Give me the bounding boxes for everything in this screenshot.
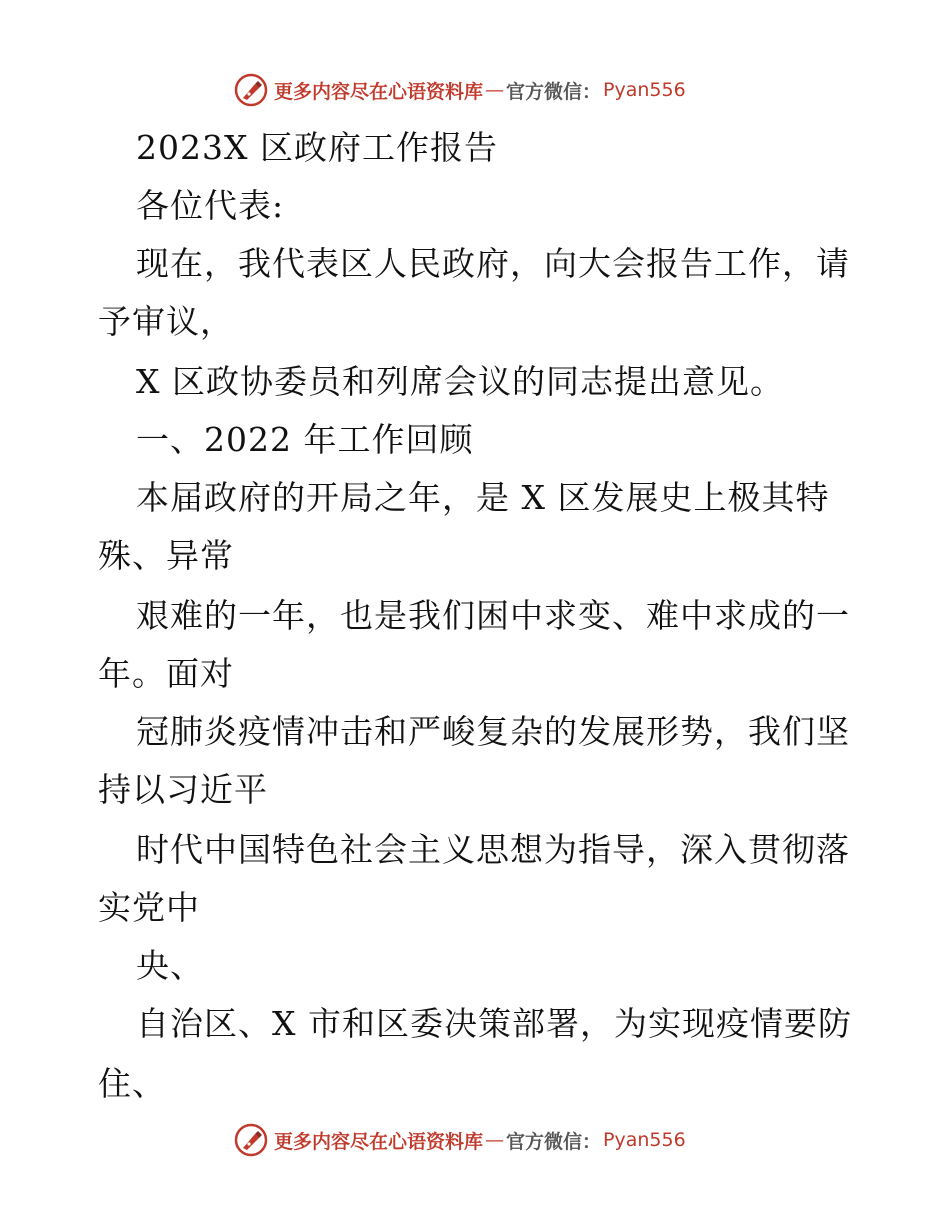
section-heading: 一、2022 年工作回顾 — [136, 420, 474, 459]
watermark-separator: — — [485, 79, 505, 101]
watermark-wechat-id: Pyan556 — [603, 79, 686, 101]
doc-line: 年。面对 — [98, 654, 234, 693]
footer-watermark — [234, 1122, 686, 1158]
watermark-separator: — — [485, 1129, 505, 1151]
watermark-wechat-label: 官方微信： — [506, 80, 602, 103]
watermark-wechat-id: Pyan556 — [603, 1129, 686, 1151]
doc-line: 各位代表: — [136, 186, 285, 225]
doc-line: 实党中 — [98, 888, 200, 927]
doc-line: X 区政协委员和列席会议的同志提出意见。 — [136, 362, 784, 401]
doc-line: 住、 — [98, 1064, 166, 1103]
pen-nib-logo-icon — [234, 1123, 268, 1157]
pen-nib-logo-icon — [234, 73, 268, 107]
doc-line: 本届政府的开局之年，是 X 区发展史上极其特 — [136, 478, 830, 517]
watermark-text: 更多内容尽在心语资料库 — [274, 80, 484, 103]
doc-line: 殊、异常 — [98, 536, 234, 575]
header-watermark — [234, 72, 686, 108]
doc-line: 现在，我代表区人民政府，向大会报告工作，请 — [136, 244, 850, 283]
document-title: 2023X 区政府工作报告 — [136, 128, 498, 167]
doc-line: 时代中国特色社会主义思想为指导，深入贯彻落 — [136, 830, 850, 869]
doc-line: 予审议， — [98, 302, 234, 341]
doc-line: 央、 — [136, 946, 204, 985]
doc-line: 冠肺炎疫情冲击和严峻复杂的发展形势，我们坚 — [136, 712, 850, 751]
doc-line: 艰难的一年，也是我们困中求变、难中求成的一 — [136, 596, 850, 635]
doc-line: 持以习近平 — [98, 770, 268, 809]
doc-line: 自治区、X 市和区委决策部署，为实现疫情要防 — [136, 1004, 852, 1043]
watermark-wechat-label: 官方微信： — [506, 1130, 602, 1153]
watermark-text: 更多内容尽在心语资料库 — [274, 1130, 484, 1153]
